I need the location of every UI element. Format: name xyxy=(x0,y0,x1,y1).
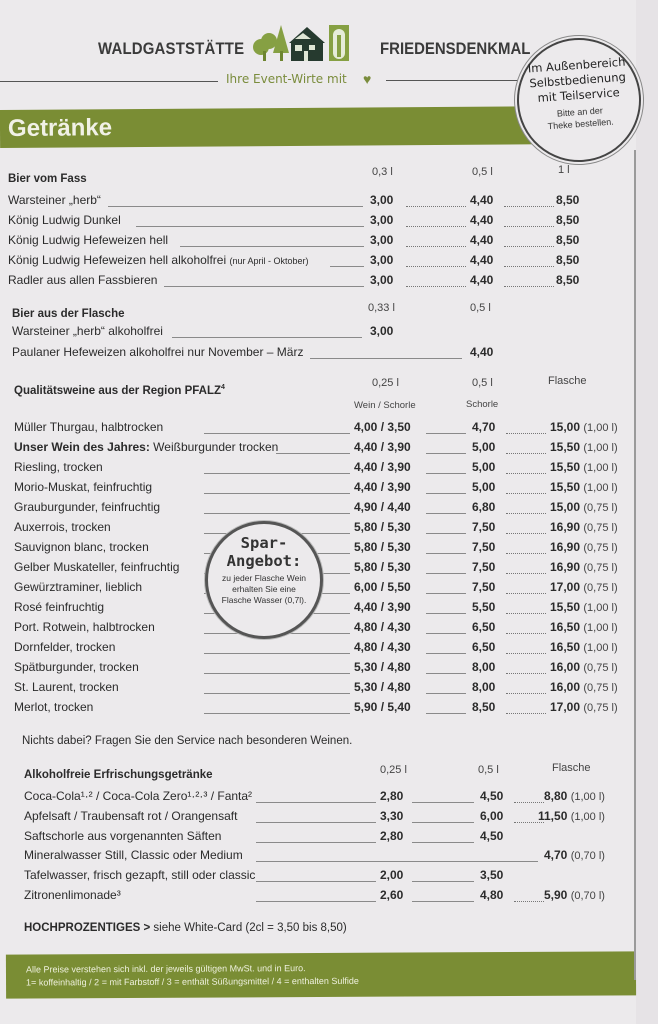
price-1l: 8,50 xyxy=(556,253,580,267)
bottle-volume: (1,00 l) xyxy=(570,791,605,803)
price-0-25l: 6,00 / 5,50 xyxy=(354,580,411,594)
price-bottle-value: 16,00 xyxy=(550,680,581,694)
item-name: Warsteiner „herb“ xyxy=(8,193,101,207)
price-0-25l: 5,30 / 4,80 xyxy=(354,680,411,694)
item-name-text: Riesling, trocken xyxy=(14,460,103,474)
bottle-volume: (0,75 l) xyxy=(583,542,618,554)
price-bottle-value: 16,90 xyxy=(550,540,581,554)
page-title: Getränke xyxy=(7,114,113,142)
price-0-3l: 3,00 xyxy=(370,273,394,287)
price-bottle-value: 5,90 xyxy=(544,888,568,902)
softdrink-item xyxy=(24,807,624,825)
brand-name-left: WALDGASTSTÄTTE xyxy=(98,39,245,58)
column-header: 0,5 l xyxy=(472,166,493,178)
price-0-5l: 4,50 xyxy=(480,828,504,843)
spar-text: Flasche Wasser (0,7l). xyxy=(221,595,307,605)
bottle-volume: (0,75 l) xyxy=(583,662,618,674)
price-bottle xyxy=(550,558,618,577)
page-edge xyxy=(634,150,636,980)
price-0-5l: 4,40 xyxy=(470,193,494,207)
price-0-5l: 7,50 xyxy=(472,540,496,554)
item-name-text: Auxerrois, trocken xyxy=(14,520,111,534)
column-header: 0,5 l xyxy=(478,764,499,776)
wine-item xyxy=(14,678,618,696)
price-0-5l: 7,50 xyxy=(472,560,496,574)
price-bottle-value: 15,50 xyxy=(550,440,581,454)
menu-item xyxy=(12,322,592,340)
self-service-badge xyxy=(513,34,645,166)
wine-item xyxy=(14,478,618,496)
item-name-text: Port. Rotwein, halbtrocken xyxy=(14,620,155,634)
menu-item xyxy=(8,191,588,209)
bottle-volume: (1,00 l) xyxy=(583,442,618,454)
item-name: Coca-Cola¹·² / Coca-Cola Zero¹·²·³ / Fanta² xyxy=(24,789,253,803)
price-0-33l: 3,00 xyxy=(370,324,394,338)
section-heading-text: Qualitätsweine aus der Region PFALZ xyxy=(14,384,222,397)
bottle-volume: (1,00 l) xyxy=(583,422,618,434)
price-0-5l: 8,00 xyxy=(472,660,496,674)
price-bottle-value: 16,50 xyxy=(550,620,581,634)
section-title-band xyxy=(0,106,540,148)
item-name: Saftschorle aus vorgenannten Säften xyxy=(24,828,222,843)
price-bottle-value: 16,90 xyxy=(550,520,581,534)
price-bottle xyxy=(550,538,618,557)
spar-text: zu jeder Flasche Wein xyxy=(222,573,306,583)
price-0-5l: 6,50 xyxy=(472,620,496,634)
price-bottle xyxy=(550,658,618,677)
column-header: Flasche xyxy=(548,375,587,387)
item-name: König Ludwig Hefeweizen hell xyxy=(8,233,169,247)
price-bottle xyxy=(550,598,618,617)
section-heading xyxy=(14,384,225,397)
wine-item xyxy=(14,658,618,676)
item-name-text: Müller Thurgau, halbtrocken xyxy=(14,420,164,434)
price-0-25l: 2,80 xyxy=(380,789,404,803)
item-name: Warsteiner „herb“ alkoholfrei xyxy=(12,324,163,338)
bottle-volume: (1,00 l) xyxy=(570,810,605,823)
price-0-5l: 4,40 xyxy=(470,345,494,359)
price-0-5l: 4,40 xyxy=(470,273,494,287)
price-bottle xyxy=(550,578,618,597)
price-0-5l: 4,50 xyxy=(480,789,504,803)
hochprozentiges-text: siehe White-Card (2cl = 3,50 bis 8,50) xyxy=(150,922,347,934)
price-bottle xyxy=(544,886,605,905)
price-bottle-value: 15,50 xyxy=(550,480,581,494)
item-name: König Ludwig Dunkel xyxy=(8,213,121,227)
price-1l: 8,50 xyxy=(556,273,580,287)
footnote-marker: 4 xyxy=(221,384,225,391)
item-name-text: Merlot, trocken xyxy=(14,700,94,714)
price-bottle xyxy=(550,638,618,657)
column-header: Flasche xyxy=(552,762,591,774)
price-0-5l: 5,00 xyxy=(472,460,496,474)
spar-text: erhalten Sie eine xyxy=(232,584,296,594)
price-0-25l: 4,40 / 3,90 xyxy=(354,480,411,494)
price-bottle-value: 16,00 xyxy=(550,660,581,674)
item-name xyxy=(14,698,93,716)
price-1l: 8,50 xyxy=(556,193,580,207)
price-0-5l: 6,00 xyxy=(480,808,504,823)
bottle-volume: (1,00 l) xyxy=(583,602,618,614)
item-name-text: Sauvignon blanc, trocken xyxy=(14,540,149,554)
price-0-5l: 7,50 xyxy=(472,520,496,534)
item-name-text: Spätburgunder, trocken xyxy=(14,660,139,674)
wine-item xyxy=(14,498,618,516)
price-0-25l: 4,90 / 4,40 xyxy=(354,500,411,514)
item-name: Apfelsaft / Traubensaft rot / Orangensaft xyxy=(24,808,238,823)
column-header: 0,5 l xyxy=(470,302,491,314)
price-0-3l: 3,00 xyxy=(370,253,394,267)
hochprozentiges-label: HOCHPROZENTIGES > xyxy=(24,922,151,934)
item-name xyxy=(14,558,179,576)
item-name xyxy=(14,498,160,516)
price-bottle xyxy=(550,418,618,437)
price-bottle xyxy=(550,498,618,517)
price-0-3l: 3,00 xyxy=(370,193,394,207)
menu-item xyxy=(8,211,588,229)
price-0-25l: 4,80 / 4,30 xyxy=(354,640,411,654)
price-0-25l: 4,40 / 3,90 xyxy=(354,600,411,614)
item-name xyxy=(14,638,115,656)
price-0-5l: 7,50 xyxy=(472,580,496,594)
price-bottle xyxy=(550,458,618,477)
item-name-text: Morio-Muskat, feinfruchtig xyxy=(14,480,153,494)
bottle-volume: (1,00 l) xyxy=(583,462,618,474)
divider xyxy=(0,81,218,82)
price-0-5l: 3,50 xyxy=(480,868,504,883)
price-0-3l: 3,00 xyxy=(370,233,394,247)
price-0-3l: 3,00 xyxy=(370,213,394,227)
wine-note: Nichts dabei? Fragen Sie den Service nach besonderen Weinen. xyxy=(22,735,353,747)
item-name-text: König Ludwig Hefeweizen hell alkoholfrei xyxy=(8,253,227,267)
price-bottle-value: 8,80 xyxy=(544,789,568,803)
price-0-5l: 4,70 xyxy=(472,420,496,434)
price-0-25l: 2,60 xyxy=(380,888,404,902)
wine-item xyxy=(14,638,618,656)
price-0-5l: 4,80 xyxy=(480,888,504,902)
price-0-5l: 6,80 xyxy=(472,500,496,514)
badge-subline: Bitte an der xyxy=(556,105,604,119)
price-bottle xyxy=(550,478,618,497)
column-header: 0,33 l xyxy=(368,302,395,314)
price-0-5l: 4,40 xyxy=(470,213,494,227)
price-bottle-value: 15,50 xyxy=(550,460,581,474)
brand-header xyxy=(98,35,531,75)
bottle-volume: (0,75 l) xyxy=(583,682,618,694)
price-0-5l: 4,40 xyxy=(470,253,494,267)
price-0-5l: 4,40 xyxy=(470,233,494,247)
item-name xyxy=(14,598,104,616)
bottle-volume: (1,00 l) xyxy=(583,622,618,634)
bottle-volume: (0,70 l) xyxy=(570,850,605,863)
softdrink-item xyxy=(24,866,624,884)
item-name xyxy=(14,578,142,596)
price-0-25l: 5,30 / 4,80 xyxy=(354,660,411,674)
item-name: Tafelwasser, frisch gezapft, still oder classic xyxy=(24,868,256,883)
item-name-text: Dornfelder, trocken xyxy=(14,640,116,654)
item-name-text: Rosé feinfruchtig xyxy=(14,600,105,614)
item-name xyxy=(14,618,155,636)
wine-item xyxy=(14,618,618,636)
column-header: 0,3 l xyxy=(372,166,393,178)
price-bottle-value: 17,00 xyxy=(550,700,581,714)
bottle-volume: (1,00 l) xyxy=(583,642,618,654)
bottle-volume: (0,75 l) xyxy=(583,562,618,574)
footer-allergen-legend: 1= koffeinhaltig / 2 = mit Farbstoff / 3 = enthält Süßungsmittel / 4 = enthalten Sulfide xyxy=(26,975,359,988)
column-header: 0,5 l xyxy=(472,377,493,389)
price-bottle xyxy=(544,846,605,865)
price-bottle-value: 17,00 xyxy=(550,580,581,594)
price-0-5l: 5,50 xyxy=(472,600,496,614)
bottle-volume: (0,75 l) xyxy=(583,522,618,534)
price-0-5l: 8,00 xyxy=(472,680,496,694)
price-0-25l: 4,40 / 3,90 xyxy=(354,460,411,474)
spar-angebot-badge xyxy=(205,521,323,639)
price-0-5l: 5,00 xyxy=(472,440,496,454)
price-bottle xyxy=(550,438,618,457)
item-name xyxy=(14,658,139,676)
section-heading: Bier aus der Flasche xyxy=(12,308,125,320)
item-highlight: Unser Wein des Jahres: xyxy=(14,440,150,454)
price-0-25l: 2,00 xyxy=(380,868,404,883)
section-heading: Alkoholfreie Erfrischungsgetränke xyxy=(24,769,213,781)
column-header: 1 l xyxy=(558,164,570,176)
price-0-5l: 6,50 xyxy=(472,640,496,654)
price-0-25l: 3,30 xyxy=(380,808,404,823)
price-bottle xyxy=(550,678,618,697)
badge-line: mit Teilservice xyxy=(537,85,621,105)
item-name xyxy=(8,251,309,270)
footer-vat-note: Alle Preise verstehen sich inkl. der jeweils gültigen MwSt. und in Euro. xyxy=(25,963,306,975)
menu-item xyxy=(8,271,588,289)
wine-item xyxy=(14,698,618,716)
item-name xyxy=(14,678,119,696)
item-name: Zitronenlimonade³ xyxy=(24,888,121,902)
price-bottle-value: 4,70 xyxy=(544,848,568,863)
badge-line: Selbstbedienung xyxy=(528,69,627,91)
price-bottle xyxy=(550,698,618,717)
price-bottle xyxy=(538,807,605,826)
restaurant-logo-icon xyxy=(251,23,361,63)
brand-name-right: FRIEDENSDENKMAL xyxy=(380,39,531,58)
price-0-25l: 5,90 / 5,40 xyxy=(354,700,411,714)
column-header: 0,25 l xyxy=(372,377,399,389)
softdrink-item xyxy=(24,787,624,805)
bottle-volume: (1,00 l) xyxy=(583,482,618,494)
heart-icon: ♥ xyxy=(363,71,372,87)
bottle-volume: (0,75 l) xyxy=(583,702,618,714)
badge-subline: Theke bestellen. xyxy=(547,116,614,132)
price-0-25l: 5,80 / 5,30 xyxy=(354,560,411,574)
price-bottle-value: 15,50 xyxy=(550,600,581,614)
item-name: Paulaner Hefeweizen alkoholfrei nur November – März xyxy=(12,345,304,359)
wine-item xyxy=(14,418,618,436)
item-name: Radler aus allen Fassbieren xyxy=(8,273,158,287)
item-name-text: Grauburgunder, feinfruchtig xyxy=(14,500,161,514)
badge-line: Im Außenbereich xyxy=(527,54,626,76)
wine-item xyxy=(14,458,618,476)
menu-item xyxy=(8,251,588,269)
menu-item xyxy=(12,343,592,361)
item-name xyxy=(14,518,111,536)
item-name-text: Gelber Muskateller, feinfruchtig xyxy=(14,560,180,574)
price-0-25l: 2,80 xyxy=(380,828,404,843)
price-bottle xyxy=(550,518,618,537)
spar-title: Angebot: xyxy=(226,552,302,570)
item-name-text: St. Laurent, trocken xyxy=(14,680,119,694)
price-0-25l: 4,40 / 3,90 xyxy=(354,440,411,454)
price-bottle-value: 15,00 xyxy=(550,420,581,434)
price-0-5l: 8,50 xyxy=(472,700,496,714)
column-subheader: Schorle xyxy=(466,399,499,410)
price-0-25l: 4,80 / 4,30 xyxy=(354,620,411,634)
column-header: 0,25 l xyxy=(380,764,407,776)
price-0-5l: 5,00 xyxy=(472,480,496,494)
softdrink-item xyxy=(24,827,624,845)
tagline: Ihre Event-Wirte mit xyxy=(226,72,347,86)
item-name xyxy=(14,418,163,436)
price-0-25l: 5,80 / 5,30 xyxy=(354,520,411,534)
hochprozentiges-note xyxy=(24,922,347,934)
item-name-text: Weißburgunder trocken xyxy=(149,440,279,454)
bottle-volume: (0,75 l) xyxy=(583,582,618,594)
bottle-volume: (0,70 l) xyxy=(570,890,605,902)
item-name xyxy=(14,458,103,476)
item-name xyxy=(14,478,152,496)
price-bottle-value: 16,90 xyxy=(550,560,581,574)
price-bottle xyxy=(544,787,605,806)
price-bottle-value: 16,50 xyxy=(550,640,581,654)
item-name xyxy=(14,538,149,556)
footer-band xyxy=(6,951,636,998)
section-heading: Bier vom Fass xyxy=(8,173,87,185)
item-name: Mineralwasser Still, Classic oder Medium xyxy=(24,848,243,863)
wine-item xyxy=(14,438,618,456)
softdrink-item xyxy=(24,846,624,864)
price-bottle xyxy=(550,618,618,637)
bottle-volume: (0,75 l) xyxy=(583,502,618,514)
column-subheader: Wein / Schorle xyxy=(354,400,416,411)
item-name xyxy=(14,438,278,456)
price-0-25l: 4,00 / 3,50 xyxy=(354,420,411,434)
item-note: (nur April - Oktober) xyxy=(229,256,309,266)
price-1l: 8,50 xyxy=(556,213,580,227)
price-0-25l: 5,80 / 5,30 xyxy=(354,540,411,554)
menu-item xyxy=(8,231,588,249)
spar-title: Spar- xyxy=(240,534,288,552)
item-name-text: Gewürztraminer, lieblich xyxy=(14,580,143,594)
price-1l: 8,50 xyxy=(556,233,580,247)
price-bottle-value: 11,50 xyxy=(538,808,568,823)
price-bottle-value: 15,00 xyxy=(550,500,581,514)
softdrink-item xyxy=(24,886,624,904)
